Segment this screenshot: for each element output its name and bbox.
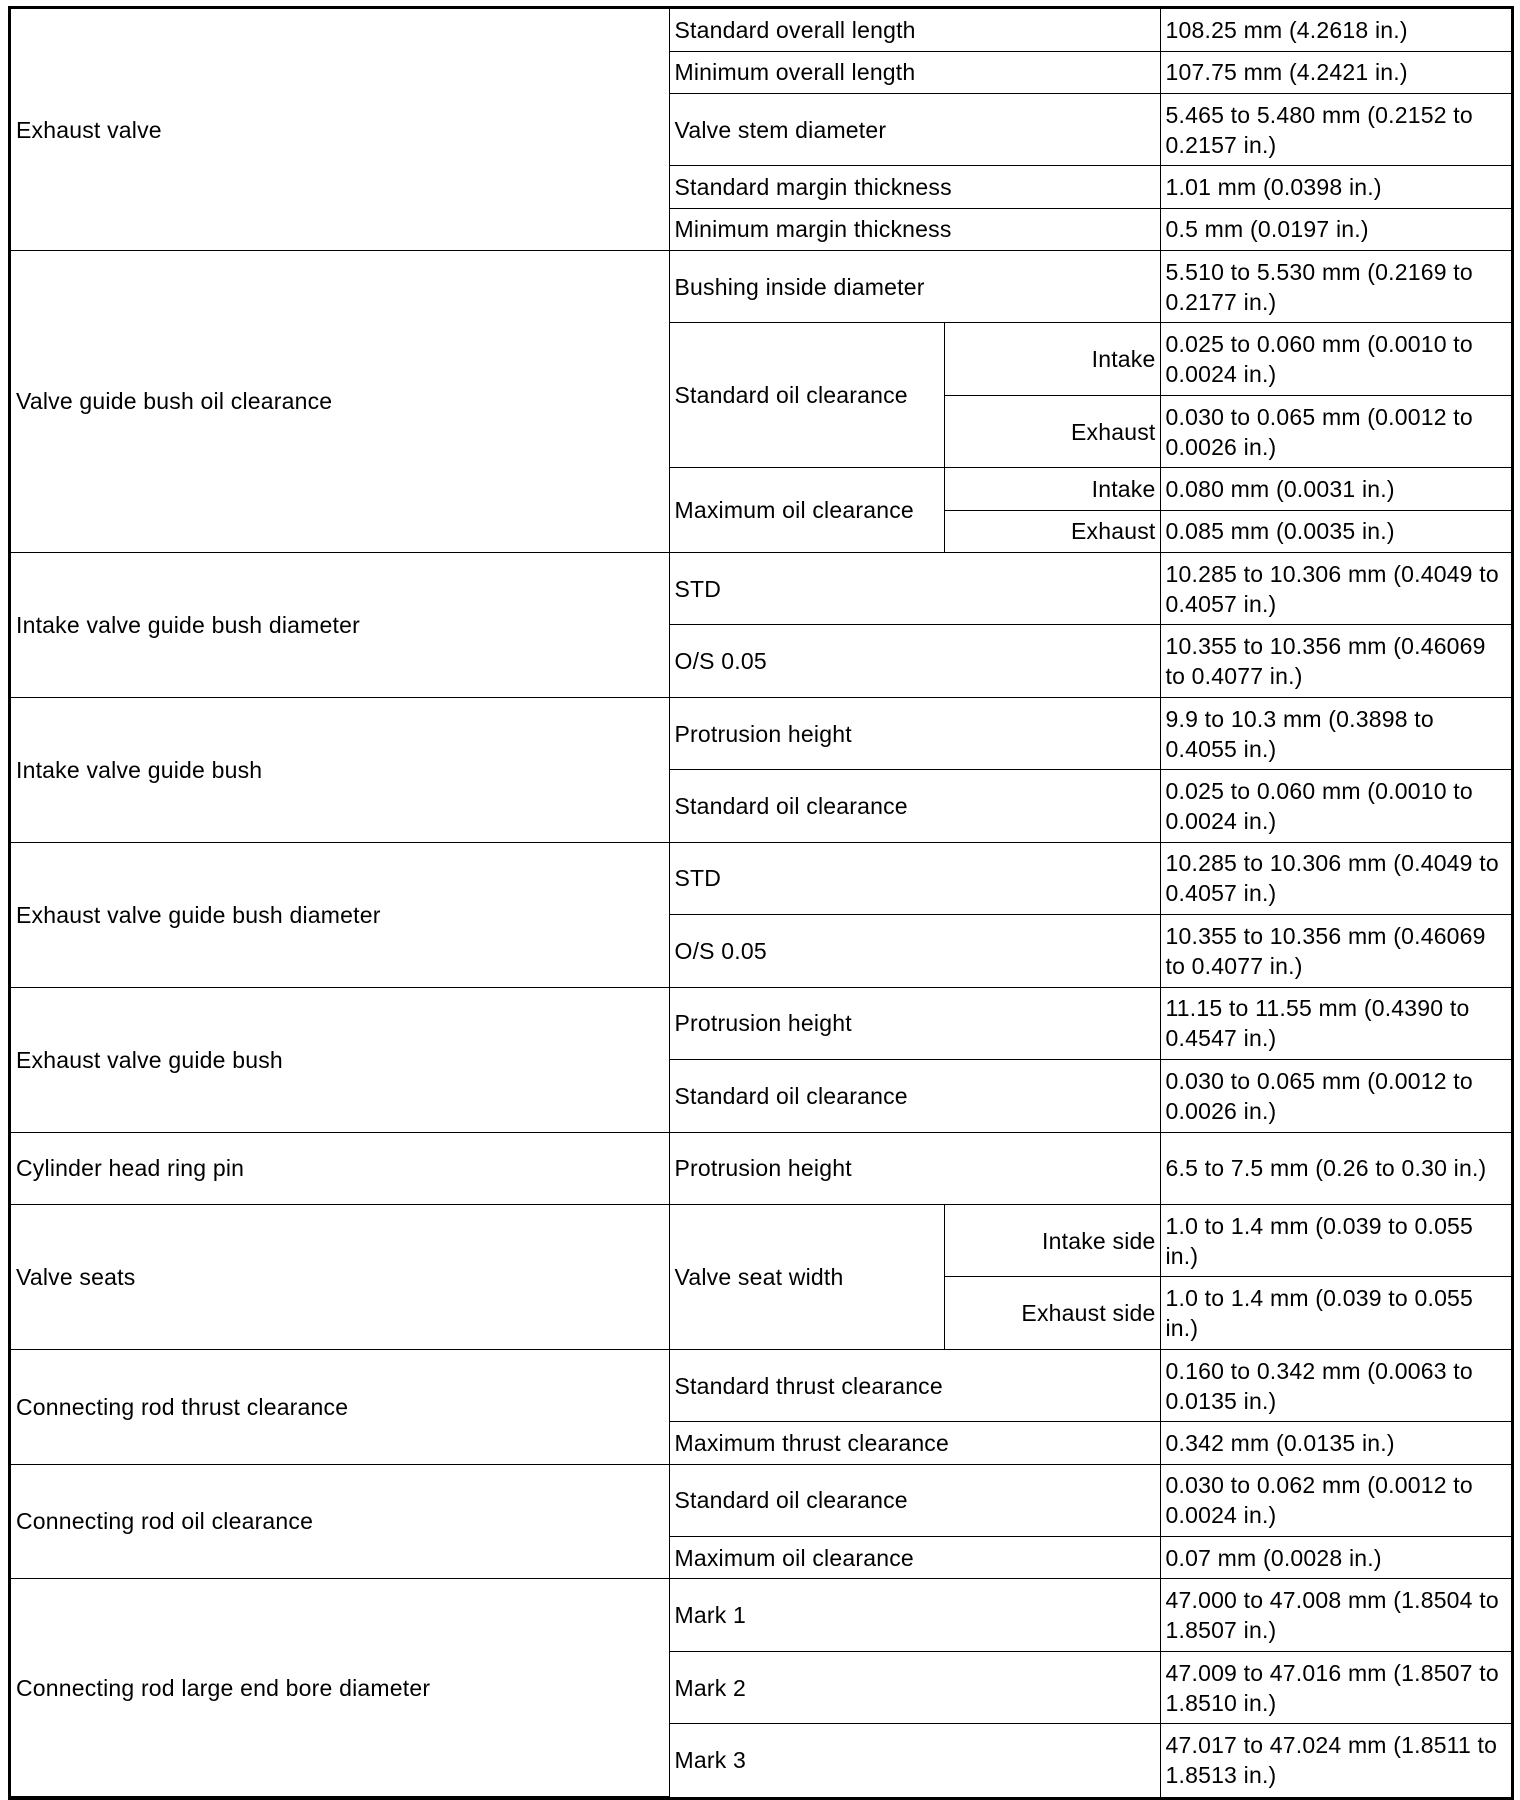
- qualifier-label: Intake: [944, 468, 1160, 510]
- table-row: [11, 1349, 1511, 1421]
- group-label-connecting-rod-thrust-clearance: Connecting rod thrust clearance: [11, 1349, 669, 1464]
- item-label: Minimum overall length: [669, 51, 1160, 93]
- item-label: Protrusion height: [669, 697, 1160, 769]
- qualifier-label: Exhaust side: [944, 1277, 1160, 1349]
- qualifier-label: Exhaust: [944, 510, 1160, 552]
- item-label: Minimum margin thickness: [669, 208, 1160, 250]
- spec-value: 1.0 to 1.4 mm (0.039 to 0.055 in.): [1160, 1204, 1511, 1276]
- item-label: Bushing inside diameter: [669, 251, 1160, 323]
- item-label: O/S 0.05: [669, 625, 1160, 697]
- spec-value: 1.0 to 1.4 mm (0.039 to 0.055 in.): [1160, 1277, 1511, 1349]
- spec-value: 9.9 to 10.3 mm (0.3898 to 0.4055 in.): [1160, 697, 1511, 769]
- qualifier-label: Intake side: [944, 1204, 1160, 1276]
- qualifier-label: Exhaust: [944, 395, 1160, 467]
- spec-value: 0.025 to 0.060 mm (0.0010 to 0.0024 in.): [1160, 323, 1511, 395]
- spec-value: 0.080 mm (0.0031 in.): [1160, 468, 1511, 510]
- spec-value: 0.030 to 0.062 mm (0.0012 to 0.0024 in.): [1160, 1464, 1511, 1536]
- item-label: O/S 0.05: [669, 915, 1160, 987]
- group-label-exhaust-valve-guide-bush-diameter: Exhaust valve guide bush diameter: [11, 842, 669, 987]
- item-label: Standard overall length: [669, 9, 1160, 51]
- table-row: [11, 697, 1511, 769]
- spec-value: 0.030 to 0.065 mm (0.0012 to 0.0026 in.): [1160, 395, 1511, 467]
- group-label-exhaust-valve: Exhaust valve: [11, 9, 669, 251]
- spec-value: 0.030 to 0.065 mm (0.0012 to 0.0026 in.): [1160, 1060, 1511, 1132]
- item-label: Protrusion height: [669, 987, 1160, 1059]
- table-row: [11, 842, 1511, 914]
- item-label: STD: [669, 552, 1160, 624]
- spec-value: 5.465 to 5.480 mm (0.2152 to 0.2157 in.): [1160, 94, 1511, 166]
- spec-value: 0.025 to 0.060 mm (0.0010 to 0.0024 in.): [1160, 770, 1511, 842]
- item-label: Mark 3: [669, 1724, 1160, 1797]
- table-row: [11, 552, 1511, 624]
- table-row: [11, 1579, 1511, 1651]
- qualifier-label: Intake: [944, 323, 1160, 395]
- spec-value: 0.085 mm (0.0035 in.): [1160, 510, 1511, 552]
- spec-value: 11.15 to 11.55 mm (0.4390 to 0.4547 in.): [1160, 987, 1511, 1059]
- group-label-valve-seats: Valve seats: [11, 1204, 669, 1349]
- item-label: Maximum oil clearance: [669, 468, 944, 553]
- group-label-connecting-rod-oil-clearance: Connecting rod oil clearance: [11, 1464, 669, 1579]
- spec-value: 10.285 to 10.306 mm (0.4049 to 0.4057 in.): [1160, 842, 1511, 914]
- group-label-intake-valve-guide-bush: Intake valve guide bush: [11, 697, 669, 842]
- item-label: Valve seat width: [669, 1204, 944, 1349]
- spec-value: 47.009 to 47.016 mm (1.8507 to 1.8510 in.): [1160, 1651, 1511, 1723]
- item-label: Standard oil clearance: [669, 323, 944, 468]
- item-label: Standard oil clearance: [669, 1464, 1160, 1536]
- table-row: [11, 1204, 1511, 1276]
- group-label-exhaust-valve-guide-bush: Exhaust valve guide bush: [11, 987, 669, 1132]
- spec-value: 108.25 mm (4.2618 in.): [1160, 9, 1511, 51]
- spec-value: 0.342 mm (0.0135 in.): [1160, 1422, 1511, 1464]
- item-label: Mark 2: [669, 1651, 1160, 1723]
- item-label: Maximum thrust clearance: [669, 1422, 1160, 1464]
- item-label: Protrusion height: [669, 1132, 1160, 1204]
- spec-sheet: [8, 6, 1514, 1800]
- table-row: [11, 1132, 1511, 1204]
- table-row: [11, 251, 1511, 323]
- spec-value: 5.510 to 5.530 mm (0.2169 to 0.2177 in.): [1160, 251, 1511, 323]
- group-label-intake-valve-guide-bush-diameter: Intake valve guide bush diameter: [11, 552, 669, 697]
- spec-value: 0.160 to 0.342 mm (0.0063 to 0.0135 in.): [1160, 1349, 1511, 1421]
- spec-value: 10.285 to 10.306 mm (0.4049 to 0.4057 in.): [1160, 552, 1511, 624]
- spec-value: 107.75 mm (4.2421 in.): [1160, 51, 1511, 93]
- item-label: Standard thrust clearance: [669, 1349, 1160, 1421]
- spec-value: 0.5 mm (0.0197 in.): [1160, 208, 1511, 250]
- item-label: STD: [669, 842, 1160, 914]
- spec-value: 10.355 to 10.356 mm (0.46069 to 0.4077 in.): [1160, 915, 1511, 987]
- spec-value: 1.01 mm (0.0398 in.): [1160, 166, 1511, 208]
- item-label: Valve stem diameter: [669, 94, 1160, 166]
- spec-value: 6.5 to 7.5 mm (0.26 to 0.30 in.): [1160, 1132, 1511, 1204]
- spec-value: 47.017 to 47.024 mm (1.8511 to 1.8513 in.): [1160, 1724, 1511, 1797]
- spec-value: 47.000 to 47.008 mm (1.8504 to 1.8507 in.): [1160, 1579, 1511, 1651]
- table-row: [11, 9, 1511, 51]
- spec-value: 10.355 to 10.356 mm (0.46069 to 0.4077 in.): [1160, 625, 1511, 697]
- table-row: [11, 987, 1511, 1059]
- group-label-connecting-rod-large-end-bore-diameter: Connecting rod large end bore diameter: [11, 1579, 669, 1797]
- item-label: Standard margin thickness: [669, 166, 1160, 208]
- group-label-valve-guide-bush-oil-clearance: Valve guide bush oil clearance: [11, 251, 669, 553]
- spec-value: 0.07 mm (0.0028 in.): [1160, 1537, 1511, 1579]
- item-label: Standard oil clearance: [669, 1060, 1160, 1132]
- item-label: Standard oil clearance: [669, 770, 1160, 842]
- specification-table: [11, 9, 1511, 1797]
- item-label: Mark 1: [669, 1579, 1160, 1651]
- item-label: Maximum oil clearance: [669, 1537, 1160, 1579]
- group-label-cylinder-head-ring-pin: Cylinder head ring pin: [11, 1132, 669, 1204]
- table-row: [11, 1464, 1511, 1536]
